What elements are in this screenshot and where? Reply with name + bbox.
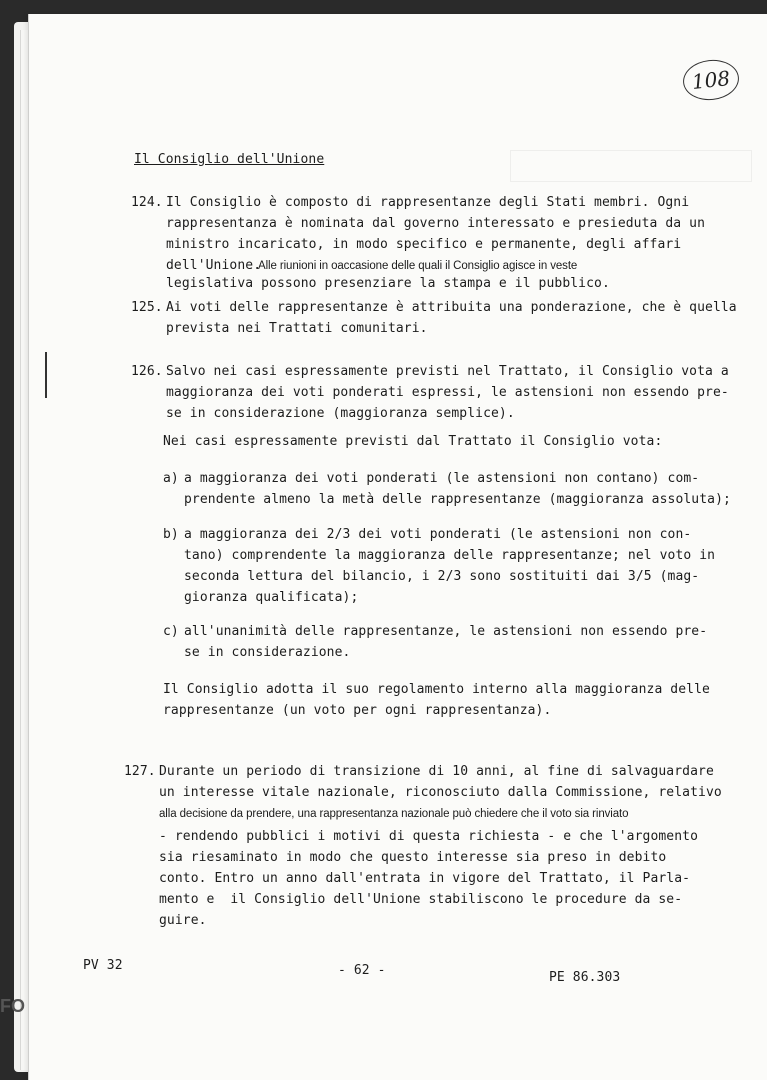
list-label: a) (163, 471, 179, 486)
text-line: prevista nei Trattati comunitari. (166, 321, 428, 336)
page-number-stamp: 108 (681, 57, 741, 103)
paragraph-number: 127. (124, 764, 156, 779)
section-heading: Il Consiglio dell'Unione (134, 152, 325, 167)
margin-mark (45, 352, 47, 398)
text-line: legislativa possono presenziare la stampa e il pubblico. (166, 276, 610, 291)
text-line: Il Consiglio è composto di rappresentanze degli Stati membri. Ogni (166, 195, 690, 210)
text-line: rappresentanze (un voto per ogni rappresentanza). (163, 703, 552, 718)
paragraph-number: 126. (131, 364, 163, 379)
text-line: a maggioranza dei 2/3 dei voti ponderati (le astensioni non con- (184, 527, 692, 542)
text-line: se in considerazione. (184, 645, 351, 660)
text-line: a maggioranza dei voti ponderati (le astensioni non contano) com- (184, 471, 700, 486)
text-line: maggioranza dei voti ponderati espressi, le astensioni non essendo pre- (166, 385, 729, 400)
text-line: Salvo nei casi espressamente previsti nel Trattato, il Consiglio vota a (166, 364, 729, 379)
paragraph-number: 124. (131, 195, 163, 210)
text-line: - rendendo pubblici i motivi di questa richiesta - e che l'argomento (159, 829, 699, 844)
text-line: un interesse vitale nazionale, riconosciuto dalla Commissione, relativo (159, 785, 722, 800)
text-line: guire. (159, 913, 207, 928)
handwritten-insert: Alle riunioni in oaccasione delle quali il Consiglio agisce in veste (258, 260, 578, 272)
text-line: all'unanimità delle rappresentanze, le astensioni non essendo pre- (184, 624, 708, 639)
text-line: tano) comprendente la maggioranza delle rappresentanze; nel voto in (184, 548, 716, 563)
text-line: se in considerazione (maggioranza semplice). (166, 406, 515, 421)
text-line: Ai voti delle rappresentanze è attribuita una ponderazione, che è quella (166, 300, 737, 315)
text-line: sia riesaminato in modo che questo interesse sia preso in debito (159, 850, 667, 865)
list-label: c) (163, 624, 179, 639)
text-line: dell'Unione. (166, 258, 262, 273)
footer-left-ref: PV 32 (83, 958, 123, 973)
list-label: b) (163, 527, 179, 542)
handwritten-insert: alla decisione da prendere, una rappresentanza nazionale può chiedere che il voto sia rinviato (159, 808, 629, 820)
page-number: - 62 - (338, 963, 386, 978)
bleed-through (510, 150, 752, 182)
paragraph-number: 125. (131, 300, 163, 315)
text-line: seconda lettura del bilancio, i 2/3 sono sostituiti dai 3/5 (mag- (184, 569, 700, 584)
text-line: Nei casi espressamente previsti dal Trattato il Consiglio vota: (163, 434, 663, 449)
text-line: conto. Entro un anno dall'entrata in vigore del Trattato, il Parla- (159, 871, 691, 886)
text-line: prendente almeno la metà delle rappresentanze (maggioranza assoluta); (184, 492, 731, 507)
text-line: mento e il Consiglio dell'Unione stabiliscono le procedure da se- (159, 892, 683, 907)
archive-logo-fragment: FO (0, 996, 25, 1016)
text-line: ministro incaricato, in modo specifico e permanente, degli affari (166, 237, 682, 252)
text-line: rappresentanza è nominata dal governo interessato e presieduta da un (166, 216, 706, 231)
text-line: Durante un periodo di transizione di 10 anni, al fine di salvaguardare (159, 764, 714, 779)
footer-right-ref: PE 86.303 (549, 970, 621, 985)
text-line: gioranza qualificata); (184, 590, 359, 605)
text-line: Il Consiglio adotta il suo regolamento interno alla maggioranza delle (163, 682, 710, 697)
